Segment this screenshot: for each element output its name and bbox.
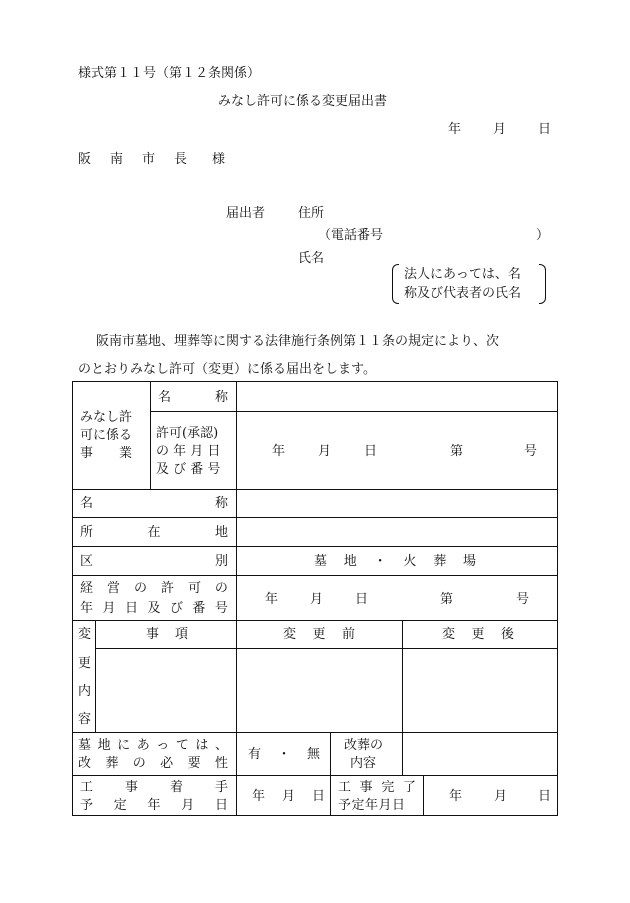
label-char: 区	[80, 554, 94, 569]
location-row-value[interactable]	[240, 520, 554, 543]
label-char: 工	[338, 780, 352, 795]
label-char: 番	[192, 601, 206, 616]
label-char: 要	[187, 756, 201, 771]
before-header	[283, 626, 355, 643]
day-char: 日	[364, 444, 378, 459]
label-char: 可	[187, 581, 201, 596]
label-char: 年	[147, 798, 161, 813]
work-start-label-line	[80, 797, 228, 814]
label-char: 地	[97, 738, 111, 753]
label-char: 日	[214, 798, 228, 813]
label-char: 在	[147, 525, 161, 540]
management-label-line	[80, 580, 228, 597]
day-char: 日	[355, 592, 369, 607]
label-char: び	[169, 601, 183, 616]
business-name-label	[158, 389, 228, 406]
day-char: 日	[538, 789, 552, 804]
label-char: 性	[214, 756, 228, 771]
label-char: 営	[106, 581, 120, 596]
label-char: 名	[80, 496, 94, 511]
category-row-label	[80, 553, 228, 570]
label-char: 別	[214, 554, 228, 569]
label-char: 事	[359, 780, 373, 795]
label-char: の	[133, 581, 147, 596]
permit-label-line: 許可(承認)	[156, 426, 219, 441]
label-char: 称	[214, 496, 228, 511]
month-char: 月	[494, 789, 508, 804]
label-char: 必	[160, 756, 174, 771]
business-name-value[interactable]	[240, 384, 554, 408]
date-year: 年	[448, 122, 462, 137]
value-char: 火	[403, 554, 417, 569]
phone-close: ）	[536, 228, 550, 243]
name-row-value[interactable]	[240, 492, 554, 514]
addressee-char: 南	[110, 152, 124, 167]
label-char: 事	[146, 627, 160, 642]
change-after-value[interactable]	[405, 651, 554, 730]
minashi-label-line: みなし許	[80, 410, 133, 425]
value-char: ・	[373, 554, 387, 569]
reburial-label-line	[78, 737, 228, 754]
label-char: 経	[80, 581, 94, 596]
category-row-value	[314, 553, 476, 570]
label-char: 容	[78, 712, 92, 727]
after-header	[442, 626, 514, 643]
label-char: の	[132, 756, 146, 771]
form-number: 様式第１１号（第１２条関係）	[78, 66, 261, 81]
label-char: 号	[214, 601, 228, 616]
gou-char: 号	[524, 444, 538, 459]
value-char: 墓	[314, 554, 328, 569]
permit-label-line: 及 び 番 号	[156, 462, 221, 477]
label-char: 変	[442, 627, 456, 642]
separator-dot: ・	[277, 747, 291, 762]
label-char: 更	[78, 656, 92, 671]
day-char: 日	[312, 789, 326, 804]
label-char: 葬	[105, 756, 119, 771]
label-char: 前	[341, 627, 355, 642]
document-title: みなし許可に係る変更届出書	[218, 94, 388, 109]
location-row-label	[80, 524, 228, 541]
management-label-line	[80, 600, 228, 617]
label-char: 項	[174, 627, 188, 642]
month-char: 月	[310, 592, 324, 607]
label-char: 更	[471, 627, 485, 642]
change-item-value[interactable]	[98, 651, 234, 730]
dai-char: 第	[440, 592, 454, 607]
permit-label-line: の 年 月 日	[156, 444, 221, 459]
label-char: 及	[147, 601, 161, 616]
name-row-label	[80, 495, 228, 512]
label-char: 完	[381, 780, 395, 795]
corporate-note-line: 称及び代表者の氏名	[404, 286, 522, 301]
label-char: 了	[402, 780, 416, 795]
dai-char: 第	[450, 444, 464, 459]
work-end-label-line: 予定年月日	[338, 798, 406, 813]
date-day: 日	[538, 122, 552, 137]
label-char: 日	[124, 601, 138, 616]
label-char: 予	[80, 798, 94, 813]
year-char: 年	[265, 592, 279, 607]
address-label: 住所	[298, 206, 325, 221]
phone-label: （電話番号	[318, 228, 384, 243]
label-char: っ	[156, 738, 170, 753]
year-char: 年	[449, 789, 463, 804]
label-char: 所	[80, 525, 94, 540]
label-char: 手	[214, 780, 228, 795]
label-char: 月	[181, 798, 195, 813]
work-end-label-line	[338, 779, 416, 796]
label-char: 、	[214, 738, 228, 753]
body-text-line: のとおりみなし許可（変更）に係る届出をします。	[78, 362, 376, 377]
reburial-content-line: 改葬の	[344, 738, 384, 753]
addressee-char: 様	[212, 152, 226, 167]
addressee-char: 長	[174, 152, 188, 167]
reburial-content-line: 内容	[350, 756, 377, 771]
corporate-note-line: 法人にあっては、名	[404, 267, 521, 282]
label-char: 年	[80, 601, 94, 616]
label-char: 後	[500, 627, 514, 642]
label-char: て	[175, 738, 189, 753]
year-char: 年	[272, 444, 286, 459]
label-char: 名	[158, 390, 172, 405]
year-char: 年	[252, 789, 266, 804]
item-header	[146, 626, 188, 643]
label-char: に	[117, 738, 131, 753]
label-char: 称	[214, 390, 228, 405]
label-char: 変	[283, 627, 297, 642]
reburial-content-value[interactable]	[405, 735, 554, 773]
minashi-label-line: 可に係る	[80, 428, 133, 443]
value-char: 葬	[433, 554, 447, 569]
label-char: あ	[136, 738, 150, 753]
label-char: 着	[169, 780, 183, 795]
label-char: 変	[78, 627, 92, 642]
label-char: は	[195, 738, 209, 753]
label-char: 更	[312, 627, 326, 642]
name-label: 氏名	[298, 251, 325, 266]
value-char: 場	[462, 554, 476, 569]
reburial-label-line	[78, 755, 228, 772]
date-month: 月	[493, 122, 507, 137]
applicant-label: 届出者	[226, 206, 266, 221]
change-before-value[interactable]	[239, 651, 400, 730]
label-char: 事	[124, 780, 138, 795]
work-start-label-line	[80, 779, 228, 796]
label-char: 墓	[78, 738, 92, 753]
month-char: 月	[318, 444, 332, 459]
label-char: 定	[113, 798, 127, 813]
label-char: 月	[102, 601, 116, 616]
label-char: 内	[78, 684, 92, 699]
label-char: の	[214, 581, 228, 596]
label-char: 許	[160, 581, 174, 596]
label-char: 改	[78, 756, 92, 771]
yes-option[interactable]: 有	[248, 747, 262, 762]
value-char: 地	[343, 554, 357, 569]
addressee-char: 市	[142, 152, 156, 167]
month-char: 月	[282, 789, 296, 804]
minashi-label-line: 事 業	[80, 446, 133, 461]
label-char: 地	[214, 525, 228, 540]
gou-char: 号	[516, 592, 530, 607]
label-char: 工	[80, 780, 94, 795]
no-option[interactable]: 無	[306, 747, 320, 762]
reburial-yes-no[interactable]	[248, 746, 320, 763]
addressee-char: 阪	[78, 152, 92, 167]
body-text-line: 阪南市墓地、埋葬等に関する法律施行条例第１１条の規定により、次	[96, 334, 500, 349]
